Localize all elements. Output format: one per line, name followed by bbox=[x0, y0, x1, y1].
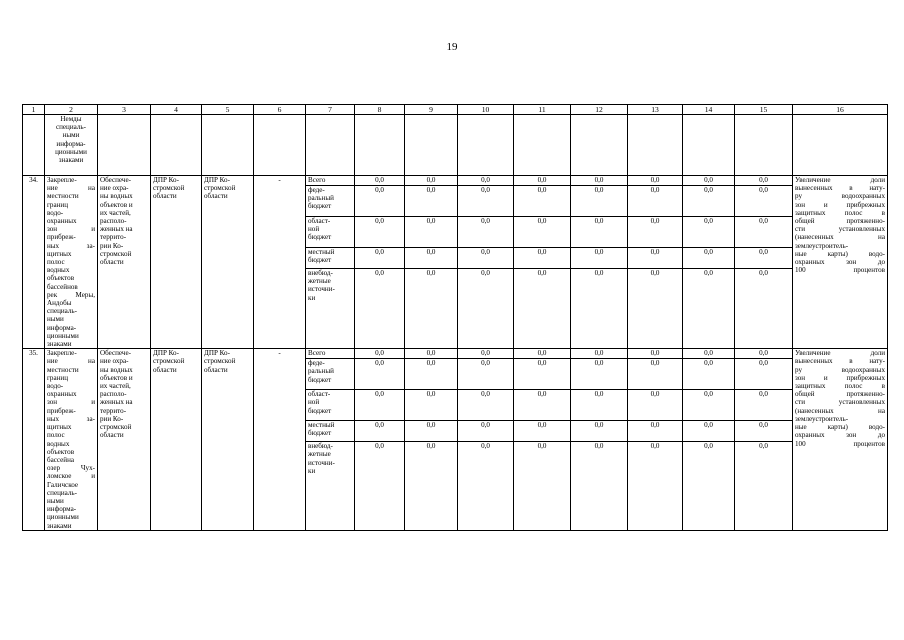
executor-cell bbox=[202, 349, 254, 530]
measure-name-line: зон и bbox=[47, 398, 95, 407]
measure-name-line: ционными bbox=[47, 513, 79, 522]
measure-name-line: водо- bbox=[47, 208, 64, 217]
column-number-2: 2 bbox=[45, 105, 98, 115]
funding-source-label: област- bbox=[308, 390, 331, 399]
value: 0,0 bbox=[683, 185, 734, 216]
measure-name-line: озер Чух- bbox=[47, 464, 95, 473]
continuation-row bbox=[23, 115, 888, 176]
funding-source-label: источни- bbox=[308, 285, 335, 294]
continuation-cell-13 bbox=[628, 115, 683, 176]
funding-source bbox=[306, 420, 354, 441]
measure-name-line: границ bbox=[47, 200, 68, 209]
measure-name-line: охранных bbox=[47, 390, 77, 399]
value-cell-10 bbox=[458, 176, 514, 349]
column-number-11: 11 bbox=[514, 105, 571, 115]
funding-source-label: внебюд- bbox=[308, 442, 333, 451]
continuation-cell-3 bbox=[98, 115, 151, 176]
continuation-cell-7 bbox=[306, 115, 355, 176]
expected-result-line: землеустроитель- bbox=[795, 241, 849, 250]
funding-source bbox=[306, 185, 354, 216]
value: 0,0 bbox=[537, 176, 547, 184]
expected-result-line: общей протяженно- bbox=[795, 390, 885, 399]
value: 0,0 bbox=[405, 247, 457, 268]
value-cell-13 bbox=[628, 349, 683, 530]
funding-source-label: бюджет bbox=[308, 256, 332, 265]
value: 0,0 bbox=[571, 358, 627, 389]
expected-result-line: общей протяженно- bbox=[795, 217, 885, 226]
goal-line: располо- bbox=[100, 217, 127, 226]
value: 0,0 bbox=[683, 441, 734, 451]
funding-source-label: феде- bbox=[308, 186, 325, 194]
funding-source bbox=[306, 268, 354, 302]
value: 0,0 bbox=[571, 441, 627, 451]
expected-result-line: охранных зон до bbox=[795, 431, 885, 440]
measure-name-line: полос bbox=[47, 431, 65, 440]
goal-line: рии Ко- bbox=[100, 414, 124, 423]
measure-name-line: прибреж- bbox=[47, 406, 76, 415]
responsible-cell bbox=[151, 176, 202, 349]
value-cell-9 bbox=[405, 176, 458, 349]
value: 0,0 bbox=[355, 247, 404, 268]
value: 0,0 bbox=[537, 349, 547, 358]
measure-name-line: зон и bbox=[47, 225, 95, 234]
continuation-cell-4 bbox=[151, 115, 202, 176]
page-number: 19 bbox=[446, 41, 458, 53]
goal-line: террито- bbox=[100, 233, 127, 242]
value: 0,0 bbox=[683, 247, 734, 268]
value-cell-12 bbox=[571, 176, 628, 349]
value: 0,0 bbox=[458, 389, 513, 420]
value: 0,0 bbox=[458, 216, 513, 247]
value: 0,0 bbox=[628, 185, 682, 216]
funding-source-label: феде- bbox=[308, 359, 325, 368]
goal-line: области bbox=[100, 431, 124, 440]
value: 0,0 bbox=[355, 185, 404, 216]
value: 0,0 bbox=[650, 176, 660, 184]
value: 0,0 bbox=[355, 358, 404, 389]
value: 0,0 bbox=[514, 268, 570, 278]
executor-line: стромской bbox=[204, 357, 236, 366]
value: 0,0 bbox=[458, 420, 513, 441]
value: 0,0 bbox=[571, 389, 627, 420]
measure-name-cell bbox=[45, 176, 98, 349]
measure-name-line: бассейна bbox=[47, 455, 75, 464]
goal-line: их частей, bbox=[100, 208, 131, 217]
goal-cell bbox=[98, 176, 151, 349]
executor-line: стромской bbox=[204, 184, 236, 193]
measure-name-line: ных за- bbox=[47, 241, 95, 250]
column-number-3: 3 bbox=[98, 105, 151, 115]
measure-name-line: границ bbox=[47, 373, 68, 382]
continuation-cell-11 bbox=[514, 115, 571, 176]
value: 0,0 bbox=[405, 389, 457, 420]
funding-source bbox=[306, 349, 354, 358]
value-cell-8 bbox=[355, 176, 405, 349]
goal-cell bbox=[98, 349, 151, 530]
expected-result-line: зон и прибрежных bbox=[795, 373, 885, 382]
measure-name-line: Закрепле- bbox=[47, 176, 77, 184]
value-cell-8 bbox=[355, 349, 405, 530]
value: 0,0 bbox=[594, 349, 604, 358]
value: 0,0 bbox=[759, 349, 768, 358]
goal-line: располо- bbox=[100, 390, 127, 399]
value: 0,0 bbox=[735, 441, 792, 451]
column-number-8: 8 bbox=[355, 105, 405, 115]
value-cell-14 bbox=[683, 176, 735, 349]
funding-source-label: Всего bbox=[308, 349, 326, 358]
expected-result-line: вынесенных в нату- bbox=[795, 184, 885, 193]
expected-result-line: охранных зон до bbox=[795, 258, 885, 267]
value: 0,0 bbox=[683, 216, 734, 247]
measure-name-line: знаками bbox=[47, 340, 72, 349]
continuation-cell-12 bbox=[571, 115, 628, 176]
measure-name-line: охранных bbox=[47, 217, 77, 226]
funding-source-cell bbox=[306, 176, 355, 349]
continuation-line: Немды bbox=[60, 115, 82, 123]
goal-line: женных на bbox=[100, 225, 133, 234]
value: 0,0 bbox=[458, 247, 513, 268]
value: 0,0 bbox=[735, 185, 792, 216]
expected-result-line: землеустроитель- bbox=[795, 414, 849, 423]
column-number-9: 9 bbox=[405, 105, 458, 115]
column-number-16: 16 bbox=[793, 105, 888, 115]
column-number-row bbox=[23, 105, 888, 115]
funding-source bbox=[306, 216, 354, 247]
continuation-cell-8 bbox=[355, 115, 405, 176]
value: 0,0 bbox=[683, 358, 734, 389]
goal-line: объектов и bbox=[100, 200, 133, 209]
responsible-line: стромской bbox=[153, 184, 185, 193]
row-number: 35. bbox=[23, 349, 45, 530]
col6-cell: - bbox=[254, 176, 306, 349]
value: 0,0 bbox=[514, 441, 570, 451]
continuation-cell-15 bbox=[735, 115, 793, 176]
value: 0,0 bbox=[735, 420, 792, 441]
goal-line: стромской bbox=[100, 423, 132, 432]
measure-name-line: Закрепле- bbox=[47, 349, 77, 358]
funding-source-label: бюджет bbox=[308, 233, 332, 242]
value: 0,0 bbox=[628, 216, 682, 247]
goal-line: ние охра- bbox=[100, 357, 129, 366]
expected-result-line: ные карты) водо- bbox=[795, 249, 885, 258]
expected-result-line: 100 процентов bbox=[795, 266, 885, 275]
measure-name-line: водных bbox=[47, 439, 70, 448]
measure-name-line: ние на bbox=[47, 184, 95, 193]
goal-line: стромской bbox=[100, 249, 132, 258]
funding-source bbox=[306, 247, 354, 268]
funding-source-label: жетные bbox=[308, 277, 331, 286]
funding-source-label: област- bbox=[308, 217, 331, 225]
value: 0,0 bbox=[514, 216, 570, 247]
value: 0,0 bbox=[571, 216, 627, 247]
value: 0,0 bbox=[571, 185, 627, 216]
value: 0,0 bbox=[735, 389, 792, 420]
measure-name-line: щитных bbox=[47, 249, 72, 258]
value: 0,0 bbox=[514, 420, 570, 441]
funding-source-label: внебюд- bbox=[308, 269, 333, 277]
value: 0,0 bbox=[628, 268, 682, 278]
measure-name-line: объектов bbox=[47, 274, 75, 283]
goal-line: объектов и bbox=[100, 373, 133, 382]
value: 0,0 bbox=[628, 358, 682, 389]
measure-name-line: информа- bbox=[47, 505, 77, 514]
funding-source-label: бюджет bbox=[308, 406, 332, 415]
value: 0,0 bbox=[514, 185, 570, 216]
measure-name-line: бассейнов bbox=[47, 282, 78, 291]
column-number-1: 1 bbox=[23, 105, 45, 115]
goal-line: женных на bbox=[100, 398, 133, 407]
funding-source bbox=[306, 358, 354, 389]
column-number-15: 15 bbox=[735, 105, 793, 115]
goal-line: их частей, bbox=[100, 382, 131, 391]
measure-name-line: специаль- bbox=[47, 488, 78, 497]
continuation-line: ными bbox=[62, 131, 80, 140]
funding-source-label: местный bbox=[308, 248, 335, 256]
measure-name-line: объектов bbox=[47, 447, 75, 456]
expected-result-line: сти установленных bbox=[795, 398, 885, 407]
measure-name-line: водных bbox=[47, 266, 70, 275]
col6-cell: - bbox=[254, 349, 306, 530]
goal-line: террито- bbox=[100, 406, 127, 415]
continuation-cell-16 bbox=[793, 115, 888, 176]
value: 0,0 bbox=[355, 441, 404, 451]
column-number-6: 6 bbox=[254, 105, 306, 115]
value-cell-15 bbox=[735, 176, 793, 349]
expected-result-line: сти установленных bbox=[795, 225, 885, 234]
responsible-line: ДПР Ко- bbox=[153, 349, 179, 358]
funding-source-label: жетные bbox=[308, 450, 331, 459]
continuation-cell-1 bbox=[23, 115, 45, 176]
measure-name-line: Галичское bbox=[47, 480, 79, 489]
value: 0,0 bbox=[735, 216, 792, 247]
funding-source bbox=[306, 176, 354, 185]
measure-name-line: ными bbox=[47, 315, 64, 324]
continuation-cell-6 bbox=[254, 115, 306, 176]
value-cell-12 bbox=[571, 349, 628, 530]
value: 0,0 bbox=[426, 176, 436, 184]
value: 0,0 bbox=[514, 389, 570, 420]
value: 0,0 bbox=[704, 349, 713, 358]
funding-source-label: ной bbox=[308, 398, 320, 407]
column-number-12: 12 bbox=[571, 105, 628, 115]
value: 0,0 bbox=[628, 441, 682, 451]
value: 0,0 bbox=[426, 349, 436, 358]
value: 0,0 bbox=[514, 247, 570, 268]
row-number: 34. bbox=[23, 176, 45, 349]
funding-source-label: ки bbox=[308, 466, 316, 475]
value: 0,0 bbox=[405, 358, 457, 389]
value-cell-9 bbox=[405, 349, 458, 530]
value: 0,0 bbox=[355, 268, 404, 278]
expected-result-cell bbox=[793, 176, 888, 349]
value: 0,0 bbox=[458, 358, 513, 389]
continuation-cell-2 bbox=[45, 115, 98, 176]
table-row bbox=[23, 176, 888, 349]
value: 0,0 bbox=[759, 176, 768, 184]
goal-line: области bbox=[100, 258, 124, 267]
measure-name-line: ционными bbox=[47, 331, 79, 340]
expected-result-line: защитных полос в bbox=[795, 208, 885, 217]
value: 0,0 bbox=[628, 389, 682, 420]
continuation-line: информа- bbox=[56, 139, 86, 148]
value-cell-10 bbox=[458, 349, 514, 530]
continuation-line: знаками bbox=[58, 156, 84, 165]
goal-line: Обеспече- bbox=[100, 349, 131, 358]
value: 0,0 bbox=[628, 247, 682, 268]
funding-source-label: ной bbox=[308, 225, 320, 234]
goal-line: ны водных bbox=[100, 192, 133, 201]
value: 0,0 bbox=[514, 358, 570, 389]
value: 0,0 bbox=[458, 441, 513, 451]
value: 0,0 bbox=[405, 441, 457, 451]
responsible-line: области bbox=[153, 365, 177, 374]
column-number-10: 10 bbox=[458, 105, 514, 115]
measure-name-line: полос bbox=[47, 258, 65, 267]
executor-line: ДПР Ко- bbox=[204, 349, 230, 358]
measure-name-line: водо- bbox=[47, 382, 64, 391]
value: 0,0 bbox=[405, 185, 457, 216]
measure-name-line: щитных bbox=[47, 423, 72, 432]
value-cell-15 bbox=[735, 349, 793, 530]
expected-result-line: зон и прибрежных bbox=[795, 200, 885, 209]
value: 0,0 bbox=[594, 176, 604, 184]
value: 0,0 bbox=[355, 216, 404, 247]
column-number-14: 14 bbox=[683, 105, 735, 115]
expected-result-line: защитных полос в bbox=[795, 382, 885, 391]
column-number-13: 13 bbox=[628, 105, 683, 115]
measure-name-line: ломское и bbox=[47, 472, 95, 481]
value: 0,0 bbox=[735, 268, 792, 278]
expected-result-line: ру водоохранных bbox=[795, 192, 885, 201]
measure-name-line: информа- bbox=[47, 323, 77, 332]
continuation-cell-5 bbox=[202, 115, 254, 176]
responsible-cell bbox=[151, 349, 202, 530]
value: 0,0 bbox=[405, 268, 457, 278]
continuation-line: специаль- bbox=[55, 123, 87, 132]
executor-line: области bbox=[204, 365, 228, 374]
column-number-5: 5 bbox=[202, 105, 254, 115]
value: 0,0 bbox=[628, 420, 682, 441]
funding-source-cell bbox=[306, 349, 355, 530]
measure-name-line: Андобы bbox=[47, 299, 72, 308]
funding-source-label: источни- bbox=[308, 458, 335, 467]
value: 0,0 bbox=[355, 389, 404, 420]
value: 0,0 bbox=[481, 176, 490, 184]
measure-name-line: местности bbox=[47, 365, 79, 374]
value: 0,0 bbox=[405, 216, 457, 247]
value: 0,0 bbox=[405, 420, 457, 441]
executor-line: области bbox=[204, 192, 228, 201]
value: 0,0 bbox=[458, 185, 513, 216]
funding-source-label: бюджет bbox=[308, 375, 332, 384]
measure-name-line: ными bbox=[47, 496, 64, 505]
continuation-line: ционными bbox=[55, 147, 87, 156]
responsible-line: стромской bbox=[153, 357, 185, 366]
measure-name-line: ных за- bbox=[47, 414, 95, 423]
expected-result-line: вынесенных в нату- bbox=[795, 357, 885, 366]
value: 0,0 bbox=[683, 389, 734, 420]
column-number-7: 7 bbox=[306, 105, 355, 115]
measure-name-line: специаль- bbox=[47, 307, 78, 316]
value: 0,0 bbox=[571, 247, 627, 268]
goal-line: ны водных bbox=[100, 365, 133, 374]
value: 0,0 bbox=[458, 268, 513, 278]
value: 0,0 bbox=[375, 176, 384, 184]
responsible-line: области bbox=[153, 192, 177, 201]
value: 0,0 bbox=[571, 268, 627, 278]
funding-source-label: ки bbox=[308, 293, 316, 302]
value: 0,0 bbox=[650, 349, 660, 358]
funding-source bbox=[306, 441, 354, 475]
goal-line: ние охра- bbox=[100, 184, 129, 193]
funding-source-label: бюджет bbox=[308, 202, 332, 211]
continuation-cell-9 bbox=[405, 115, 458, 176]
measure-name-cell bbox=[45, 349, 98, 530]
expected-result-line: ру водоохранных bbox=[795, 365, 885, 374]
funding-source-label: бюджет bbox=[308, 429, 332, 438]
value: 0,0 bbox=[571, 420, 627, 441]
expected-result-line: (нанесенных на bbox=[795, 233, 885, 242]
program-table bbox=[22, 104, 888, 531]
expected-result-line: Увеличение доли bbox=[795, 176, 885, 184]
column-number-4: 4 bbox=[151, 105, 202, 115]
expected-result-line: 100 процентов bbox=[795, 439, 885, 448]
expected-result-line: Увеличение доли bbox=[795, 349, 885, 358]
continuation-cell-10 bbox=[458, 115, 514, 176]
value-cell-13 bbox=[628, 176, 683, 349]
value: 0,0 bbox=[735, 247, 792, 268]
measure-name-line: ние на bbox=[47, 357, 95, 366]
value: 0,0 bbox=[735, 358, 792, 389]
value: 0,0 bbox=[375, 349, 384, 358]
goal-line: Обеспече- bbox=[100, 176, 131, 184]
funding-source-label: ральный bbox=[308, 367, 334, 376]
value: 0,0 bbox=[481, 349, 490, 358]
funding-source bbox=[306, 389, 354, 420]
continuation-cell-14 bbox=[683, 115, 735, 176]
expected-result-cell bbox=[793, 349, 888, 530]
value-cell-14 bbox=[683, 349, 735, 530]
executor-cell bbox=[202, 176, 254, 349]
value: 0,0 bbox=[683, 268, 734, 278]
measure-name-line: знаками bbox=[47, 521, 72, 530]
measure-name-line: рек Меры, bbox=[47, 290, 95, 299]
measure-name-line: местности bbox=[47, 192, 79, 201]
expected-result-line: (нанесенных на bbox=[795, 406, 885, 415]
funding-source-label: Всего bbox=[308, 176, 326, 184]
funding-source-label: ральный bbox=[308, 194, 334, 203]
value: 0,0 bbox=[683, 420, 734, 441]
table-row bbox=[23, 349, 888, 530]
responsible-line: ДПР Ко- bbox=[153, 176, 179, 184]
executor-line: ДПР Ко- bbox=[204, 176, 230, 184]
funding-source-label: местный bbox=[308, 421, 335, 430]
value: 0,0 bbox=[704, 176, 713, 184]
value-cell-11 bbox=[514, 349, 571, 530]
measure-name-line: прибреж- bbox=[47, 233, 76, 242]
value-cell-11 bbox=[514, 176, 571, 349]
expected-result-line: ные карты) водо- bbox=[795, 423, 885, 432]
goal-line: рии Ко- bbox=[100, 241, 124, 250]
value: 0,0 bbox=[355, 420, 404, 441]
